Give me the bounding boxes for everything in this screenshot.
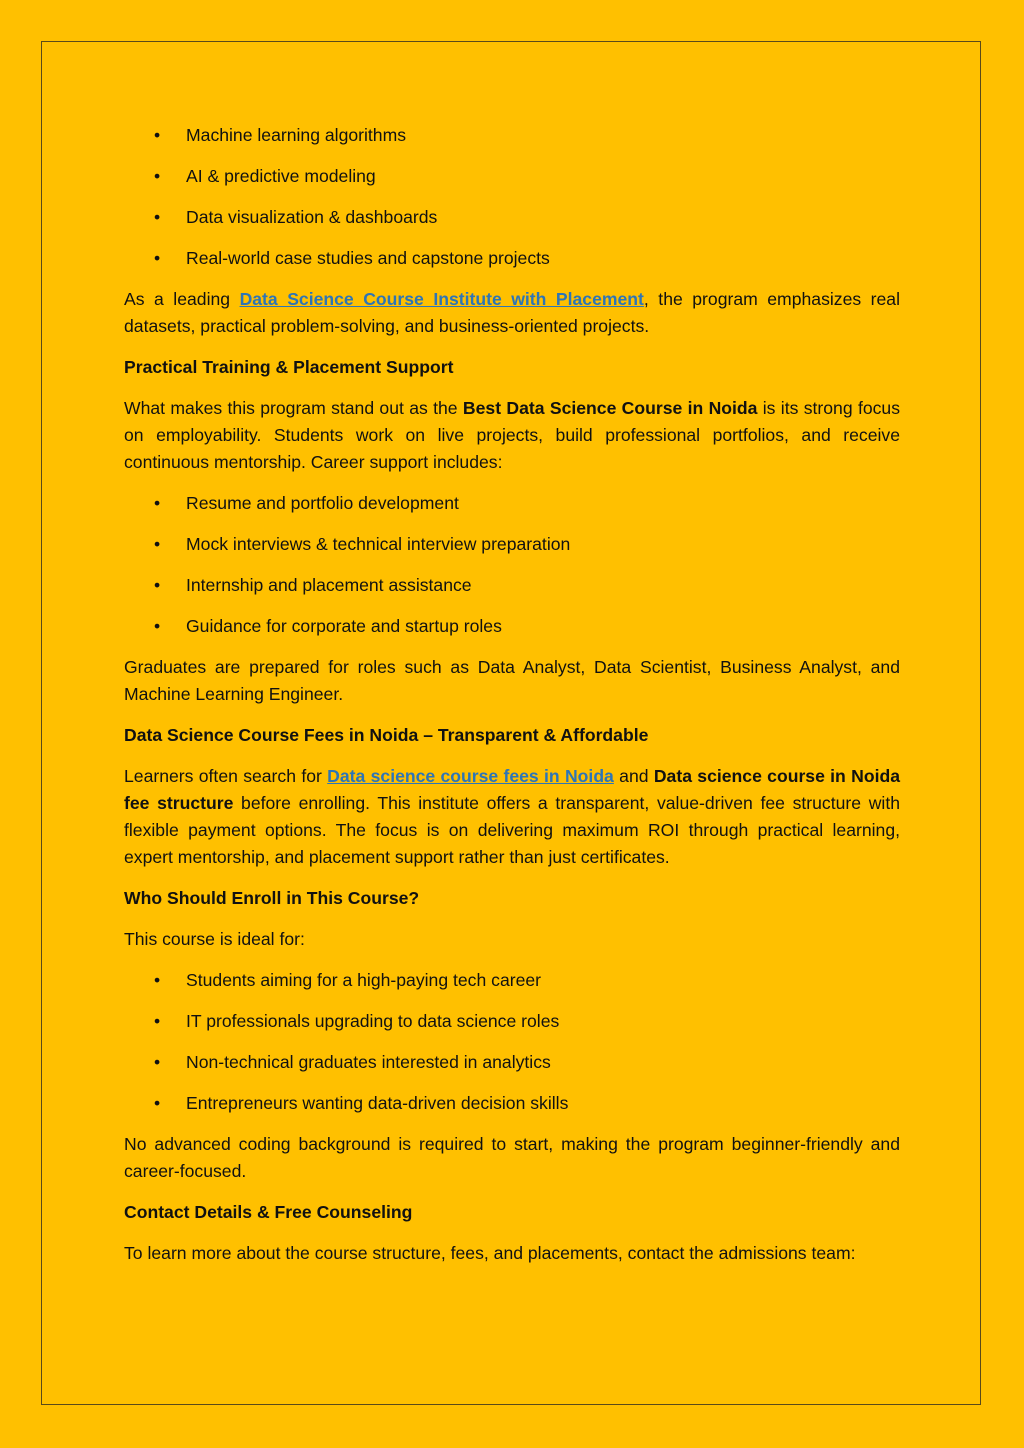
bullet-icon: • xyxy=(154,970,161,990)
bullet-icon: • xyxy=(154,534,161,554)
list-item: • Real-world case studies and capstone projects xyxy=(124,245,900,272)
course-fees-link[interactable]: Data science course fees in Noida xyxy=(327,766,614,786)
bullet-icon: • xyxy=(154,166,161,186)
bullet-icon: • xyxy=(154,616,161,636)
list-item: • Entrepreneurs wanting data-driven decision skills xyxy=(124,1090,900,1117)
list-item: • Internship and placement assistance xyxy=(124,572,900,599)
list-item: • Guidance for corporate and startup roles xyxy=(124,613,900,640)
list-item: • Mock interviews & technical interview preparation xyxy=(124,531,900,558)
bullet-icon: • xyxy=(154,1093,161,1113)
heading-practical-training: Practical Training & Placement Support xyxy=(124,357,454,377)
list-item: • IT professionals upgrading to data science roles xyxy=(124,1008,900,1035)
paragraph-best-course: What makes this program stand out as the Best Data Science Course in Noida is its strong focus on employability. Students work on live projects, build professional portfolios, and receive continuous mentorship. Career support includes: xyxy=(124,398,901,472)
bullet-icon: • xyxy=(154,207,161,227)
bullet-icon: • xyxy=(154,1052,161,1072)
audience-list xyxy=(124,967,900,1117)
career-support-list xyxy=(124,490,900,640)
bullet-icon: • xyxy=(154,1011,161,1031)
list-item: • AI & predictive modeling xyxy=(124,163,900,190)
bullet-icon: • xyxy=(154,125,161,145)
list-item: • Students aiming for a high-paying tech career xyxy=(124,967,900,994)
bullet-icon: • xyxy=(154,575,161,595)
paragraph-fees: Learners often search for Data science course fees in Noida and Data science course in Noida fee structure before enrolling. This institute offers a transparent, value-driven fee structure with flexible payment options. The focus is on delivering maximum ROI through practical learning, expert mentorship, and placement support rather than just certificates. xyxy=(124,766,900,867)
document-body xyxy=(124,122,900,1281)
paragraph-contact: To learn more about the course structure, fees, and placements, contact the admissions team: xyxy=(124,1243,856,1263)
heading-who-should-enroll: Who Should Enroll in This Course? xyxy=(124,888,420,908)
list-item: • Resume and portfolio development xyxy=(124,490,900,517)
bullet-icon: • xyxy=(154,248,161,268)
paragraph-no-coding: No advanced coding background is required to start, making the program beginner-friendly and career-focused. xyxy=(124,1134,900,1181)
paragraph-ideal-for: This course is ideal for: xyxy=(124,929,305,949)
institute-placement-link[interactable]: Data Science Course Institute with Placement xyxy=(239,289,644,309)
list-item: • Data visualization & dashboards xyxy=(124,204,900,231)
bullet-icon: • xyxy=(154,493,161,513)
paragraph-graduates: Graduates are prepared for roles such as Data Analyst, Data Scientist, Business Analyst, and Machine Learning Engineer. xyxy=(124,657,900,704)
heading-course-fees: Data Science Course Fees in Noida – Transparent & Affordable xyxy=(124,725,649,745)
list-item: • Non-technical graduates interested in analytics xyxy=(124,1049,900,1076)
list-item: • Machine learning algorithms xyxy=(124,122,900,149)
topics-list xyxy=(124,122,900,272)
heading-contact: Contact Details & Free Counseling xyxy=(124,1202,413,1222)
paragraph-institute: As a leading Data Science Course Institute with Placement, the program emphasizes real datasets, practical problem-solving, and business-oriented projects. xyxy=(124,289,900,336)
